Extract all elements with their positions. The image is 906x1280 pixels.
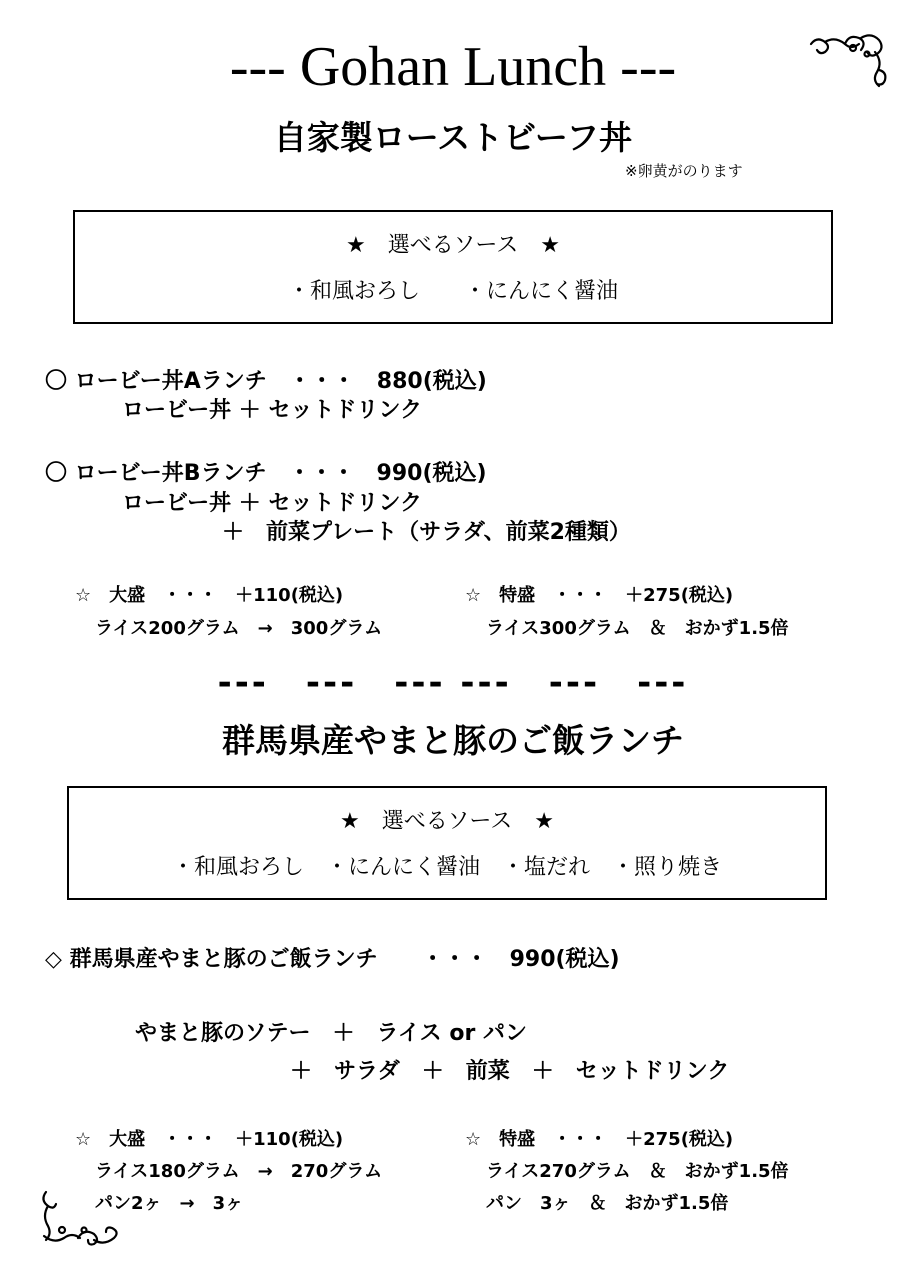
menu-item-b-detail-2: ＋ 前菜プレート（サラダ、前菜2種類） bbox=[222, 520, 631, 545]
sauce-box-options: ・和風おろし ・にんにく醤油 bbox=[287, 279, 618, 304]
sauce-box-options-2: ・和風おろし ・にんにく醤油 ・塩だれ ・照り焼き bbox=[171, 855, 722, 880]
sauce-box-heading-2: ★ 選べるソース ★ bbox=[340, 809, 554, 834]
menu-title: --- Gohan Lunch --- bbox=[229, 36, 677, 98]
extra-large-bread-detail: パン 3ヶ ＆ おかず1.5倍 bbox=[486, 1193, 729, 1214]
extra-large-detail: ライス300グラム ＆ おかず1.5倍 bbox=[486, 618, 789, 639]
menu-item-b-detail: ロービー丼 ＋ セットドリンク bbox=[122, 491, 422, 516]
menu-item-a-detail: ロービー丼 ＋ セットドリンク bbox=[122, 398, 422, 423]
menu-item-a-title: 〇 ロービー丼Aランチ ・・・ 880(税込) bbox=[45, 369, 487, 394]
large-size-option-2: ☆ 大盛 ・・・ ＋110(税込) bbox=[75, 1129, 344, 1150]
large-size-detail: ライス200グラム → 300グラム bbox=[95, 618, 383, 639]
section-divider: --- --- --- --- --- --- bbox=[217, 663, 689, 703]
large-size-rice-detail: ライス180グラム → 270グラム bbox=[95, 1161, 383, 1182]
large-size-bread-detail: パン2ヶ → 3ヶ bbox=[95, 1193, 244, 1214]
extra-large-option: ☆ 特盛 ・・・ ＋275(税込) bbox=[465, 585, 734, 606]
sauce-box-heading: ★ 選べるソース ★ bbox=[346, 233, 560, 258]
sauce-choice-box bbox=[73, 210, 833, 324]
pork-lunch-detail-2: ＋ サラダ ＋ 前菜 ＋ セットドリンク bbox=[290, 1059, 730, 1084]
menu-item-b-title: 〇 ロービー丼Bランチ ・・・ 990(税込) bbox=[45, 461, 487, 486]
extra-large-option-2: ☆ 特盛 ・・・ ＋275(税込) bbox=[465, 1129, 734, 1150]
large-size-option: ☆ 大盛 ・・・ ＋110(税込) bbox=[75, 585, 344, 606]
egg-yolk-note: ※卵黄がのります bbox=[625, 162, 743, 180]
yamato-pork-heading: 群馬県産やまと豚のご飯ランチ bbox=[222, 721, 684, 760]
extra-large-rice-detail: ライス270グラム ＆ おかず1.5倍 bbox=[486, 1161, 789, 1182]
pork-lunch-title: ◇ 群馬県産やまと豚のご飯ランチ ・・・ 990(税込) bbox=[45, 947, 620, 972]
pork-lunch-detail: やまと豚のソテー ＋ ライス or パン bbox=[135, 1021, 527, 1046]
sauce-choice-box-2 bbox=[67, 786, 827, 900]
roast-beef-bowl-heading: 自家製ローストビーフ丼 bbox=[273, 118, 633, 157]
